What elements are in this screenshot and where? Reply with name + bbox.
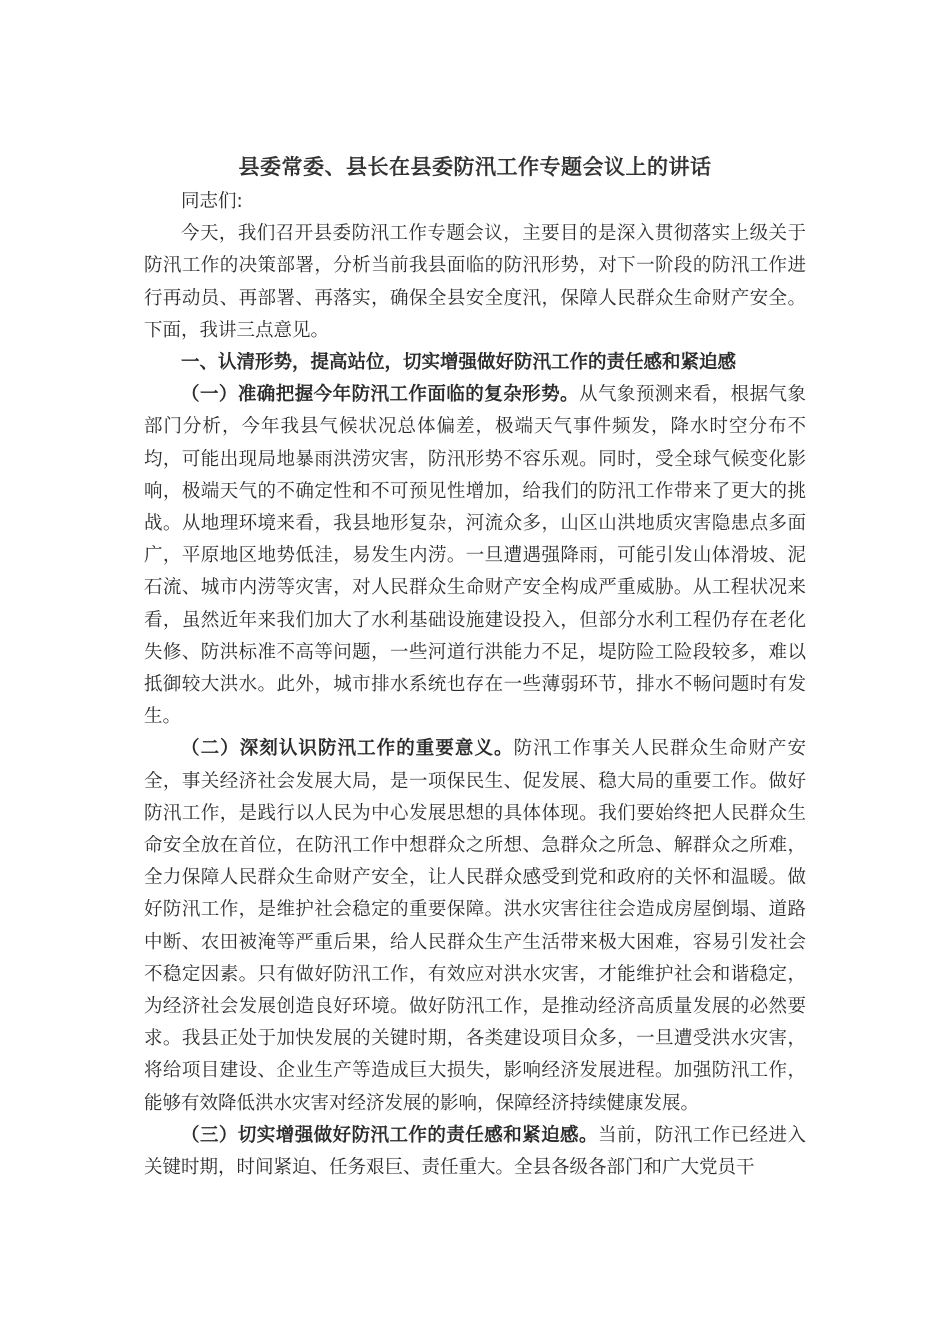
intro-paragraph: 今天，我们召开县委防汛工作专题会议，主要目的是深入贯彻落实上级关于防汛工作的决策部署，分析当前我县面临的防汛形势，对下一阶段的防汛工作进行再动员、再部署、再落实，确保全县安全度汛，保障人民群众生命财产安全。下面，我讲三点意见。 [144,223,806,341]
subsection-text: 当前，防汛工作已经进入关键时期，时间紧迫、任务艰巨、责任重大。全县各级各部门和广大党员干 [144,1124,806,1179]
subsection-text: 从气象预测来看，根据气象部门分析，今年我县气候状况总体偏差，极端天气事件频发，降水时空分布不均，可能出现局地暴雨洪涝灾害，防汛形势不容乐观。同时，受全球气候变化影响，极端天气的不确定性和不可预见性增加，给我们的防汛工作带来了更大的挑战。从地理环境来看，我县地形复杂，河流众多，山区山洪地质灾害隐患点多面广，平原地区地势低洼，易发生内涝。一旦遭遇强降雨，可能引发山体滑坡、泥石流、城市内涝等灾害，对人民群众生命财产安全构成严重威胁。从工程状况来看，虽然近年来我们加大了水利基础设施建设投入，但部分水利工程仍存在老化失修、防洪标准不高等问题，一些河道行洪能力不足，堤防险工险段较多，难以抵御较大洪水。此外，城市排水系统也存在一些薄弱环节，排水不畅问题时有发生。 [144,384,806,728]
section-heading: 一、认清形势，提高站位，切实增强做好防汛工作的责任感和紧迫感 [181,352,737,374]
subsection-paragraph-1 [144,379,806,733]
salutation: 同志们: [181,191,243,212]
page-title: 县委常委、县长在县委防汛工作专题会议上的讲话 [238,155,712,179]
subsection-lead: （二）深刻认识防汛工作的重要意义。 [181,738,514,760]
subsection-paragraph-2 [144,733,806,1119]
subsection-paragraph-3 [144,1120,806,1184]
subsection-text: 防汛工作事关人民群众生命财产安全，事关经济社会发展大局，是一项保民生、促发展、稳大局的重要工作。做好防汛工作，是践行以人民为中心发展思想的具体体现。我们要始终把人民群众生命安全放在首位，在防汛工作中想群众之所想、急群众之所急、解群众之所难，全力保障人民群众生命财产安全，让人民群众感受到党和政府的关怀和温暖。做好防汛工作，是维护社会稳定的重要保障。洪水灾害往往会造成房屋倒塌、道路中断、农田被淹等严重后果，给人民群众生产生活带来极大困难，容易引发社会不稳定因素。只有做好防汛工作，有效应对洪水灾害，才能维护社会和谐稳定，为经济社会发展创造良好环境。做好防汛工作，是推动经济高质量发展的必然要求。我县正处于加快发展的关键时期，各类建设项目众多，一旦遭受洪水灾害，将给项目建设、企业生产等造成巨大损失，影响经济发展进程。加强防汛工作，能够有效降低洪水灾害对经济发展的影响，保障经济持续健康发展。 [144,738,806,1114]
document-page [144,148,806,1184]
subsection-lead: （一）准确把握今年防汛工作面临的复杂形势。 [181,384,579,406]
subsection-lead: （三）切实增强做好防汛工作的责任感和紧迫感。 [181,1124,598,1146]
